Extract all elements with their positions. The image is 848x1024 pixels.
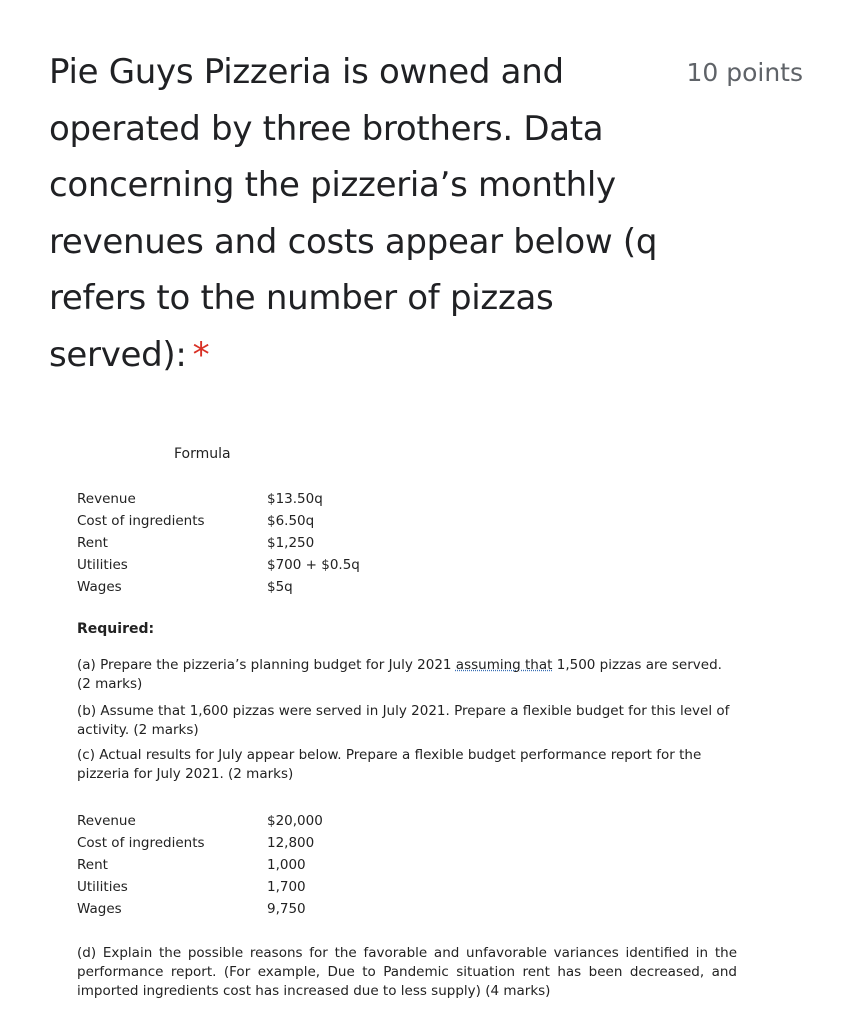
table-row xyxy=(77,488,360,510)
question-text: Pie Guys Pizzeria is owned and operated by three brothers. Data concerning the pizzeria’s monthly revenues and costs appear below (q refers to the number of pizzas served): xyxy=(49,52,658,375)
actual-results-table xyxy=(77,810,323,920)
table-row xyxy=(77,510,360,532)
table-row xyxy=(77,898,323,920)
row-value: $13.50q xyxy=(267,491,323,507)
part-a-text-end: 1,500 pizzas are served. (2 marks) xyxy=(77,657,722,692)
points-label: 10 points xyxy=(686,58,803,87)
table-row xyxy=(77,876,323,898)
table-row xyxy=(77,532,360,554)
row-value: 1,700 xyxy=(267,879,306,895)
part-a-underlined: assuming that xyxy=(455,657,553,673)
formula-table xyxy=(77,488,360,598)
row-value: 12,800 xyxy=(267,835,315,851)
table-row xyxy=(77,854,323,876)
row-label: Revenue xyxy=(77,491,136,507)
row-value: $6.50q xyxy=(267,513,315,529)
row-value: $20,000 xyxy=(267,813,323,829)
row-label: Rent xyxy=(77,857,108,873)
part-b: (b) Assume that 1,600 pizzas were served in July 2021. Prepare a flexible budget for this level of activity. (2 marks) xyxy=(77,703,730,738)
row-label: Cost of ingredients xyxy=(77,513,205,529)
row-value: $700 + $0.5q xyxy=(267,557,360,573)
formula-header: Formula xyxy=(174,446,231,462)
question-title xyxy=(49,44,689,383)
required-heading: Required: xyxy=(77,621,155,637)
row-label: Utilities xyxy=(77,557,128,573)
part-a xyxy=(77,656,737,694)
row-label: Rent xyxy=(77,535,108,551)
row-label: Wages xyxy=(77,579,122,595)
row-value: $5q xyxy=(267,579,293,595)
row-label: Wages xyxy=(77,901,122,917)
table-row xyxy=(77,810,323,832)
row-value: 1,000 xyxy=(267,857,306,873)
row-label: Cost of ingredients xyxy=(77,835,205,851)
part-c: (c) Actual results for July appear below. Prepare a flexible budget performance report for the pizzeria for July 2021. (2 marks) xyxy=(77,747,702,782)
part-d: (d) Explain the possible reasons for the favorable and unfavorable variances identified in the performance report. (For example, Due to Pandemic situation rent has been decreased, and imported ingredients cost has increased due to less supply) (4 marks) xyxy=(77,945,737,999)
table-row xyxy=(77,832,323,854)
table-row xyxy=(77,576,360,598)
row-value: 9,750 xyxy=(267,901,306,917)
part-a-text: (a) Prepare the pizzeria’s planning budget for July 2021 xyxy=(77,657,456,673)
required-asterisk: * xyxy=(192,334,210,375)
row-label: Revenue xyxy=(77,813,136,829)
row-value: $1,250 xyxy=(267,535,315,551)
table-row xyxy=(77,554,360,576)
row-label: Utilities xyxy=(77,879,128,895)
